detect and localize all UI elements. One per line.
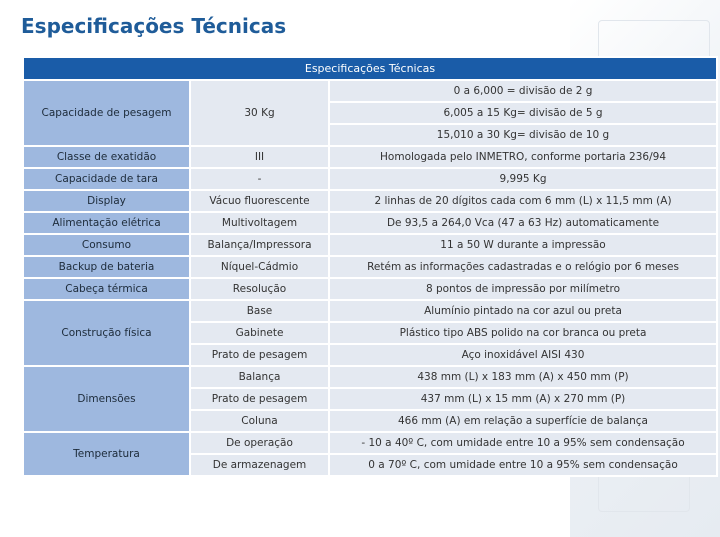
- table-row: [23, 256, 717, 278]
- row-sub: Multivoltagem: [190, 212, 329, 234]
- row-value: Homologada pelo INMETRO, conforme portaria 236/94: [329, 146, 717, 168]
- row-label-dimensoes: Dimensões: [23, 366, 190, 432]
- row-value: - 10 a 40º C, com umidade entre 10 a 95% sem condensação: [329, 432, 717, 454]
- row-value: 466 mm (A) em relação a superfície de balança: [329, 410, 717, 432]
- table-row: [23, 234, 717, 256]
- row-sub-capacidade-pesagem: 30 Kg: [190, 80, 329, 146]
- row-sub: De armazenagem: [190, 454, 329, 476]
- row-label-construcao-fisica: Construção física: [23, 300, 190, 366]
- row-sub: -: [190, 168, 329, 190]
- row-sub: Coluna: [190, 410, 329, 432]
- specifications-table: [22, 56, 718, 477]
- row-sub: III: [190, 146, 329, 168]
- row-label-classe-exatidao: Classe de exatidão: [23, 146, 190, 168]
- table-row: [23, 278, 717, 300]
- row-sub: Balança: [190, 366, 329, 388]
- table-row: [23, 432, 717, 454]
- row-label-alimentacao-eletrica: Alimentação elétrica: [23, 212, 190, 234]
- row-value: 0 a 6,000 = divisão de 2 g: [329, 80, 717, 102]
- table-row: [23, 212, 717, 234]
- row-label-temperatura: Temperatura: [23, 432, 190, 476]
- row-value: 8 pontos de impressão por milímetro: [329, 278, 717, 300]
- table-row: [23, 146, 717, 168]
- row-label-consumo: Consumo: [23, 234, 190, 256]
- page-title: Especificações Técnicas: [21, 14, 287, 38]
- row-label-backup-bateria: Backup de bateria: [23, 256, 190, 278]
- row-value: Plástico tipo ABS polido na cor branca ou preta: [329, 322, 717, 344]
- row-label-capacidade-tara: Capacidade de tara: [23, 168, 190, 190]
- table-row: [23, 300, 717, 322]
- table-row: [23, 168, 717, 190]
- row-value: 11 a 50 W durante a impressão: [329, 234, 717, 256]
- row-sub: Gabinete: [190, 322, 329, 344]
- row-value: 2 linhas de 20 dígitos cada com 6 mm (L) x 11,5 mm (A): [329, 190, 717, 212]
- row-sub: Prato de pesagem: [190, 344, 329, 366]
- row-value: 438 mm (L) x 183 mm (A) x 450 mm (P): [329, 366, 717, 388]
- row-value: 6,005 a 15 Kg= divisão de 5 g: [329, 102, 717, 124]
- row-value: 9,995 Kg: [329, 168, 717, 190]
- row-sub: Base: [190, 300, 329, 322]
- row-value: 0 a 70º C, com umidade entre 10 a 95% sem condensação: [329, 454, 717, 476]
- row-sub: Prato de pesagem: [190, 388, 329, 410]
- table-header: Especificações Técnicas: [23, 57, 717, 80]
- row-sub: Resolução: [190, 278, 329, 300]
- row-label-cabeca-termica: Cabeça térmica: [23, 278, 190, 300]
- row-sub: Níquel-Cádmio: [190, 256, 329, 278]
- table-row: [23, 366, 717, 388]
- row-value: De 93,5 a 264,0 Vca (47 a 63 Hz) automaticamente: [329, 212, 717, 234]
- row-sub: Balança/Impressora: [190, 234, 329, 256]
- row-value: Retém as informações cadastradas e o relógio por 6 meses: [329, 256, 717, 278]
- row-sub: Vácuo fluorescente: [190, 190, 329, 212]
- row-label-display: Display: [23, 190, 190, 212]
- row-label-capacidade-pesagem: Capacidade de pesagem: [23, 80, 190, 146]
- row-value: 437 mm (L) x 15 mm (A) x 270 mm (P): [329, 388, 717, 410]
- table-row: [23, 190, 717, 212]
- row-value: Alumínio pintado na cor azul ou preta: [329, 300, 717, 322]
- row-sub: De operação: [190, 432, 329, 454]
- table-header-row: [23, 57, 717, 80]
- table-row: [23, 80, 717, 102]
- row-value: Aço inoxidável AISI 430: [329, 344, 717, 366]
- row-value: 15,010 a 30 Kg= divisão de 10 g: [329, 124, 717, 146]
